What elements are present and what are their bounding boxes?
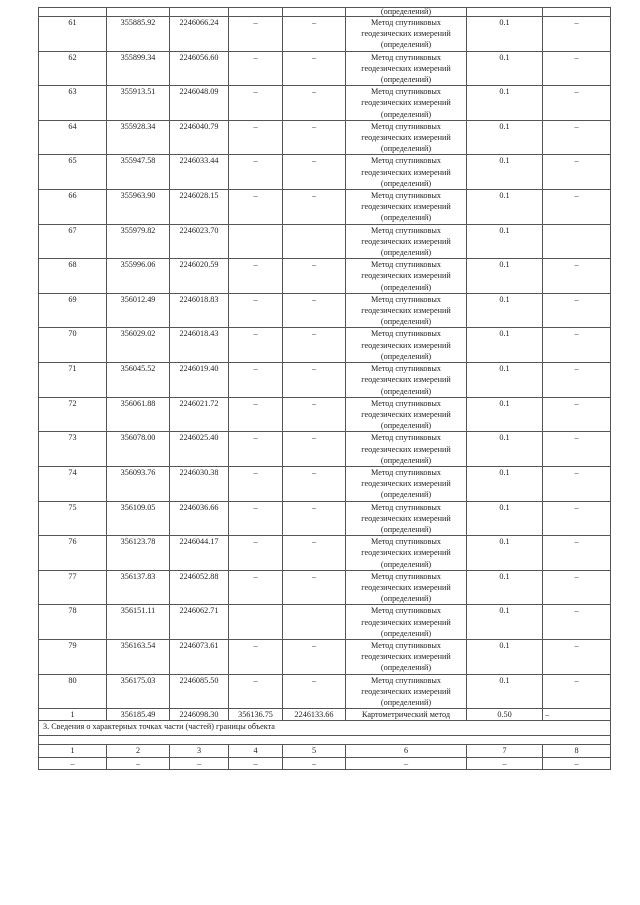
- existing-y-cell: –: [283, 293, 346, 328]
- method-cell: Метод спутниковых геодезических измерений (определений): [346, 224, 467, 259]
- existing-x-cell: –: [229, 190, 283, 225]
- x-coordinate-cell: 356093.76: [107, 466, 170, 501]
- method-cell: Метод спутниковых геодезических измерений (определений): [346, 639, 467, 674]
- point-number-cell: 72: [39, 397, 107, 432]
- document-sheet: [38, 7, 610, 770]
- method-cell: Метод спутниковых геодезических измерений (определений): [346, 466, 467, 501]
- point-number-cell: 66: [39, 190, 107, 225]
- point-number-cell: 65: [39, 155, 107, 190]
- table-row: [39, 639, 611, 674]
- table-row: [39, 328, 611, 363]
- existing-x-cell: –: [229, 259, 283, 294]
- y-coordinate-cell: 2246018.43: [170, 328, 229, 363]
- point-number-cell: 80: [39, 674, 107, 709]
- description-cell: –: [543, 51, 611, 86]
- description-cell: –: [543, 190, 611, 225]
- table-row: [39, 466, 611, 501]
- x-coordinate-cell: 356137.83: [107, 570, 170, 605]
- y-coordinate-cell: 2246085.50: [170, 674, 229, 709]
- column-number-cell: 2: [107, 745, 170, 757]
- accuracy-cell: 0.1: [467, 293, 543, 328]
- point-number-cell: 74: [39, 466, 107, 501]
- y-coordinate-cell: 2246048.09: [170, 86, 229, 121]
- spacer-cell: [39, 736, 611, 745]
- empty-value-cell: –: [467, 757, 543, 769]
- point-number-cell: 69: [39, 293, 107, 328]
- table-row: [39, 674, 611, 709]
- point-number-cell: 61: [39, 17, 107, 52]
- table-row: [39, 757, 611, 769]
- method-cell: Метод спутниковых геодезических измерений (определений): [346, 363, 467, 398]
- x-coordinate-cell: 356045.52: [107, 363, 170, 398]
- y-coordinate-cell: 2246019.40: [170, 363, 229, 398]
- description-cell: –: [543, 293, 611, 328]
- point-number-cell: 78: [39, 605, 107, 640]
- existing-y-cell: –: [283, 674, 346, 709]
- y-coordinate-cell: 2246023.70: [170, 224, 229, 259]
- existing-y-cell: –: [283, 51, 346, 86]
- y-coordinate-cell: 2246036.66: [170, 501, 229, 536]
- description-cell: –: [543, 709, 611, 721]
- empty-value-cell: –: [543, 757, 611, 769]
- existing-y-cell: –: [283, 259, 346, 294]
- existing-x-cell: –: [229, 51, 283, 86]
- description-cell: –: [543, 155, 611, 190]
- accuracy-cell: 0.1: [467, 120, 543, 155]
- table-row: [39, 432, 611, 467]
- x-coordinate-cell: 356175.03: [107, 674, 170, 709]
- accuracy-cell: 0.1: [467, 17, 543, 52]
- existing-x-cell: –: [229, 120, 283, 155]
- method-cell: Метод спутниковых геодезических измерений (определений): [346, 397, 467, 432]
- point-number-cell: 73: [39, 432, 107, 467]
- description-cell: –: [543, 86, 611, 121]
- method-cell: Метод спутниковых геодезических измерений (определений): [346, 432, 467, 467]
- accuracy-cell: 0.1: [467, 639, 543, 674]
- y-coordinate-cell: 2246073.61: [170, 639, 229, 674]
- method-cell: Метод спутниковых геодезических измерений (определений): [346, 605, 467, 640]
- x-coordinate-cell: 356123.78: [107, 536, 170, 571]
- method-cell: Метод спутниковых геодезических измерений (определений): [346, 120, 467, 155]
- x-coordinate-cell: 356029.02: [107, 328, 170, 363]
- column-number-cell: 6: [346, 745, 467, 757]
- method-cell: Метод спутниковых геодезических измерений (определений): [346, 190, 467, 225]
- empty-value-cell: –: [346, 757, 467, 769]
- description-cell: –: [543, 536, 611, 571]
- accuracy-cell: 0.1: [467, 432, 543, 467]
- description-cell: –: [543, 328, 611, 363]
- method-cell: Метод спутниковых геодезических измерений (определений): [346, 86, 467, 121]
- x-coordinate-cell: 356078.00: [107, 432, 170, 467]
- existing-y-cell: –: [283, 86, 346, 121]
- empty-value-cell: –: [170, 757, 229, 769]
- existing-x-cell: –: [229, 86, 283, 121]
- table-row: [39, 224, 611, 259]
- y-coordinate-cell: 2246040.79: [170, 120, 229, 155]
- method-cell: Метод спутниковых геодезических измерений (определений): [346, 155, 467, 190]
- method-cell: Метод спутниковых геодезических измерений (определений): [346, 259, 467, 294]
- table-row: [39, 709, 611, 721]
- existing-y-cell: 2246133.66: [283, 709, 346, 721]
- accuracy-cell: 0.1: [467, 570, 543, 605]
- table-row: [39, 605, 611, 640]
- existing-y-cell: –: [283, 432, 346, 467]
- table-row: [39, 51, 611, 86]
- existing-x-cell: –: [229, 570, 283, 605]
- description-cell: –: [543, 639, 611, 674]
- description-cell: –: [543, 120, 611, 155]
- table-row: [39, 17, 611, 52]
- existing-x-cell: –: [229, 639, 283, 674]
- points-table: [38, 7, 611, 770]
- existing-y-cell: –: [283, 190, 346, 225]
- point-number-cell: 77: [39, 570, 107, 605]
- accuracy-cell: 0.1: [467, 536, 543, 571]
- empty-value-cell: –: [283, 757, 346, 769]
- existing-x-cell: –: [229, 674, 283, 709]
- column-number-cell: 5: [283, 745, 346, 757]
- table-row: [39, 501, 611, 536]
- x-coordinate-cell: 355979.82: [107, 224, 170, 259]
- existing-x-cell: –: [229, 293, 283, 328]
- existing-x-cell: –: [229, 363, 283, 398]
- table-row: [39, 536, 611, 571]
- accuracy-cell: 0.1: [467, 466, 543, 501]
- existing-y-cell: –: [283, 397, 346, 432]
- description-cell: –: [543, 397, 611, 432]
- description-cell: –: [543, 363, 611, 398]
- y-coordinate-cell: 2246025.40: [170, 432, 229, 467]
- column-number-cell: 7: [467, 745, 543, 757]
- existing-y-cell: –: [283, 363, 346, 398]
- point-number-cell: 67: [39, 224, 107, 259]
- y-coordinate-cell: 2246044.17: [170, 536, 229, 571]
- table-row: [39, 190, 611, 225]
- existing-y-cell: –: [283, 639, 346, 674]
- existing-x-cell: 356136.75: [229, 709, 283, 721]
- table-row: [39, 570, 611, 605]
- y-coordinate-cell: 2246028.15: [170, 190, 229, 225]
- description-cell: [543, 224, 611, 259]
- existing-x-cell: –: [229, 155, 283, 190]
- accuracy-cell: 0.1: [467, 51, 543, 86]
- spacer-row: [39, 736, 611, 745]
- x-coordinate-cell: 355996.06: [107, 259, 170, 294]
- description-cell: –: [543, 259, 611, 294]
- existing-x-cell: –: [229, 397, 283, 432]
- x-coordinate-cell: 355947.58: [107, 155, 170, 190]
- existing-y-cell: –: [283, 155, 346, 190]
- method-cell: Метод спутниковых геодезических измерений (определений): [346, 328, 467, 363]
- existing-y-cell: [283, 605, 346, 640]
- point-number-cell: 62: [39, 51, 107, 86]
- description-cell: –: [543, 466, 611, 501]
- point-number-cell: 75: [39, 501, 107, 536]
- accuracy-cell: 0.1: [467, 259, 543, 294]
- table-row: [39, 86, 611, 121]
- method-cell: Метод спутниковых геодезических измерений (определений): [346, 51, 467, 86]
- existing-y-cell: –: [283, 570, 346, 605]
- existing-x-cell: –: [229, 536, 283, 571]
- empty-value-cell: –: [107, 757, 170, 769]
- point-number-cell: 1: [39, 709, 107, 721]
- accuracy-cell: 0.1: [467, 674, 543, 709]
- column-number-cell: 8: [543, 745, 611, 757]
- existing-x-cell: –: [229, 17, 283, 52]
- accuracy-cell: 0.1: [467, 224, 543, 259]
- x-coordinate-cell: 355913.51: [107, 86, 170, 121]
- point-number-cell: 68: [39, 259, 107, 294]
- existing-x-cell: –: [229, 466, 283, 501]
- y-coordinate-cell: 2246052.88: [170, 570, 229, 605]
- existing-x-cell: [229, 605, 283, 640]
- description-cell: –: [543, 605, 611, 640]
- y-coordinate-cell: 2246056.60: [170, 51, 229, 86]
- accuracy-cell: 0.1: [467, 363, 543, 398]
- table-row: [39, 8, 611, 17]
- method-cell: Картометрический метод: [346, 709, 467, 721]
- column-number-cell: 4: [229, 745, 283, 757]
- existing-y-cell: [283, 224, 346, 259]
- accuracy-cell: 0.1: [467, 397, 543, 432]
- method-cell: Метод спутниковых геодезических измерений (определений): [346, 674, 467, 709]
- description-cell: –: [543, 17, 611, 52]
- y-coordinate-cell: 2246030.38: [170, 466, 229, 501]
- table-row: [39, 363, 611, 398]
- existing-y-cell: –: [283, 120, 346, 155]
- y-coordinate-cell: 2246033.44: [170, 155, 229, 190]
- existing-y-cell: –: [283, 328, 346, 363]
- y-coordinate-cell: 2246018.83: [170, 293, 229, 328]
- accuracy-cell: 0.50: [467, 709, 543, 721]
- accuracy-cell: 0.1: [467, 501, 543, 536]
- y-coordinate-cell: 2246062.71: [170, 605, 229, 640]
- existing-x-cell: –: [229, 328, 283, 363]
- accuracy-cell: 0.1: [467, 190, 543, 225]
- section-heading-row: [39, 721, 611, 736]
- method-cell: Метод спутниковых геодезических измерений (определений): [346, 536, 467, 571]
- description-cell: –: [543, 501, 611, 536]
- point-number-cell: 76: [39, 536, 107, 571]
- x-coordinate-cell: 355885.92: [107, 17, 170, 52]
- method-cell: Метод спутниковых геодезических измерений (определений): [346, 293, 467, 328]
- y-coordinate-cell: 2246020.59: [170, 259, 229, 294]
- description-cell: –: [543, 432, 611, 467]
- table-row: [39, 293, 611, 328]
- x-coordinate-cell: 356012.49: [107, 293, 170, 328]
- point-number-cell: 79: [39, 639, 107, 674]
- description-cell: –: [543, 674, 611, 709]
- existing-x-cell: –: [229, 501, 283, 536]
- table-row: [39, 120, 611, 155]
- column-number-row: [39, 745, 611, 757]
- x-coordinate-cell: 355928.34: [107, 120, 170, 155]
- x-coordinate-cell: 355899.34: [107, 51, 170, 86]
- x-coordinate-cell: 356109.05: [107, 501, 170, 536]
- x-coordinate-cell: 356185.49: [107, 709, 170, 721]
- point-number-cell: 63: [39, 86, 107, 121]
- table-row: [39, 155, 611, 190]
- accuracy-cell: 0.1: [467, 328, 543, 363]
- point-number-cell: 71: [39, 363, 107, 398]
- method-cell: Метод спутниковых геодезических измерений (определений): [346, 570, 467, 605]
- section-3-title: 3. Сведения о характерных точках части (частей) границы объекта: [39, 721, 611, 736]
- accuracy-cell: 0.1: [467, 605, 543, 640]
- existing-y-cell: –: [283, 466, 346, 501]
- existing-x-cell: [229, 224, 283, 259]
- column-number-cell: 1: [39, 745, 107, 757]
- method-cell: Метод спутниковых геодезических измерений (определений): [346, 501, 467, 536]
- existing-y-cell: –: [283, 17, 346, 52]
- description-cell: –: [543, 570, 611, 605]
- x-coordinate-cell: 356163.54: [107, 639, 170, 674]
- method-cell: (определений): [346, 8, 467, 17]
- table-row: [39, 259, 611, 294]
- accuracy-cell: 0.1: [467, 86, 543, 121]
- existing-y-cell: –: [283, 501, 346, 536]
- method-cell: Метод спутниковых геодезических измерений (определений): [346, 17, 467, 52]
- table-row: [39, 397, 611, 432]
- column-number-cell: 3: [170, 745, 229, 757]
- existing-y-cell: –: [283, 536, 346, 571]
- y-coordinate-cell: 2246021.72: [170, 397, 229, 432]
- y-coordinate-cell: 2246066.24: [170, 17, 229, 52]
- existing-x-cell: –: [229, 432, 283, 467]
- x-coordinate-cell: 356061.88: [107, 397, 170, 432]
- point-number-cell: 64: [39, 120, 107, 155]
- empty-value-cell: –: [39, 757, 107, 769]
- y-coordinate-cell: 2246098.30: [170, 709, 229, 721]
- x-coordinate-cell: 355963.90: [107, 190, 170, 225]
- empty-value-cell: –: [229, 757, 283, 769]
- point-number-cell: 70: [39, 328, 107, 363]
- accuracy-cell: 0.1: [467, 155, 543, 190]
- x-coordinate-cell: 356151.11: [107, 605, 170, 640]
